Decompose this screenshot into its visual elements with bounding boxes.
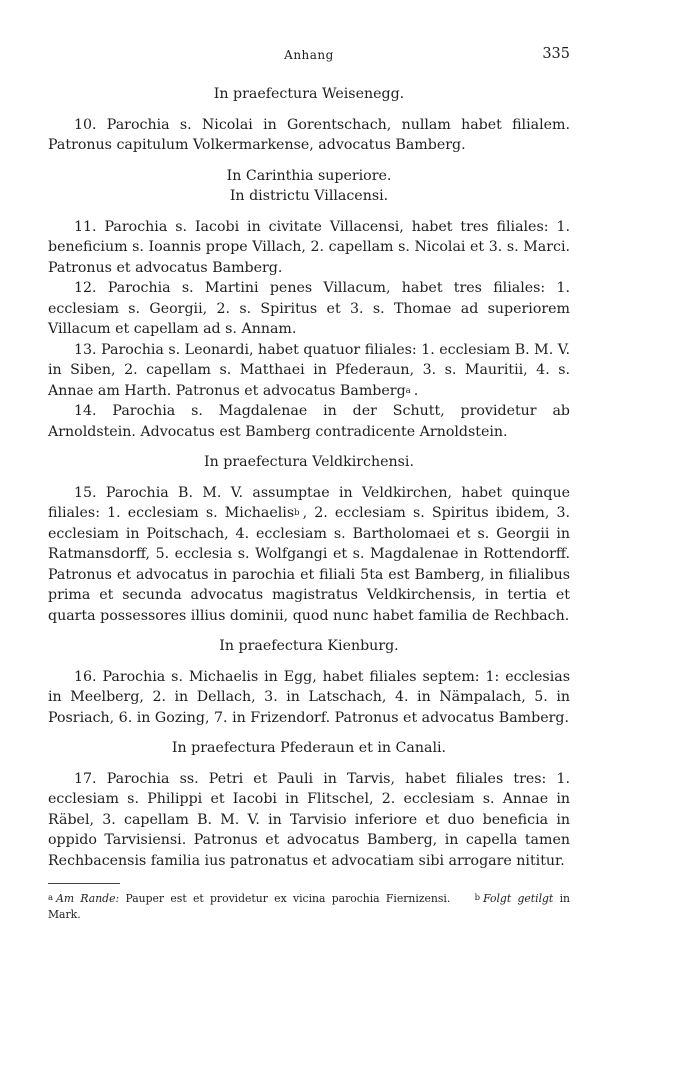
entry-13: 13. Parochia s. Leonardi, habet quatuor filiales: 1. ecclesiam B. M. V. in Siben, 2. capellam s. Matthaei in Pfederaun, 3. s. Mauritii, 4. s. Annae am Harth. Patronus et advocatus Bamberg$^a$ . — [48, 341, 570, 399]
heading-line: In Carinthia superiore. — [226, 167, 392, 184]
section-heading — [48, 166, 570, 207]
heading-line: In districtu Villacensi. — [229, 188, 389, 204]
section-heading — [48, 452, 570, 473]
entry-11: 11. Parochia s. Iacobi in civitate Villacensi, habet tres filiales: 1. beneficium s. Ioannis prope Villach, 2. capellam s. Nicolai et 3. s. Marci. Patronus et advocatus Bamberg. — [48, 218, 570, 276]
entry-17: 17. Parochia ss. Petri et Pauli in Tarvis, habet filiales tres: 1. ecclesiam s. Philippi et Iacobi in Flitschel, 2. ecclesiam s. Annae in Räbel, 3. capellam B. M. V. in Tarvisio inferiore et duo beneficia in oppido Tarvisiensi. Patronus et advocatus Bamberg, in capella tamen Rechbacensis familia ius patronatus et advocatiam sibi arrogare nititur. — [48, 770, 570, 869]
section-heading — [48, 84, 570, 105]
entry-13-text: 13. Parochia s. Leonardi, habet quatuor filiales: 1. ecclesiam B. M. V. in Siben, 2. capellam s. Matthaei in Pfederaun, 3. s. Mauritii, 4. s. Annae am Harth. Patronus et advocatus Bamberg — [48, 341, 570, 399]
heading-line: In praefectura Veldkirchensi. — [204, 454, 414, 470]
heading-line: In praefectura Weisenegg. — [213, 86, 405, 102]
main-text — [48, 84, 570, 871]
footnote-mark-b: b — [294, 508, 300, 518]
entry-16: 16. Parochia s. Michaelis in Egg, habet filiales septem: 1: ecclesias in Meelberg, 2. in Dellach, 3. in Latschach, 4. in Nämpalach, 5. in Posriach, 6. in Gozing, 7. in Frizendorf. Patronus et advocatus Bamberg. — [48, 668, 570, 726]
footnote-a-text: Pauper est et providetur ex vicina parochia Fiernizensi. — [125, 892, 451, 905]
entry-12: 12. Parochia s. Martini penes Villacum, habet tres filiales: 1. ecclesiam s. Georgii, 2. s. Spiritus et 3. s. Thomae ad superiorem Villacum et capellam ad s. Annam. — [48, 280, 570, 337]
footnote-rule — [48, 883, 120, 884]
heading-line: In praefectura Kienburg. — [219, 638, 399, 654]
footnote-a-label: Am Rande: — [56, 892, 120, 905]
footnote-b-text: in Mark. — [48, 892, 571, 921]
footnote-mark-a: a — [405, 385, 411, 396]
footnotes — [48, 890, 570, 923]
footnote-b-mark: b — [474, 893, 481, 903]
entry-15-text-2: , 2. ecclesiam s. Spiritus ibidem, 3. ecclesiam in Poitschach, 4. ecclesiam s. Bartholomaei et s. Georgii in Ratmansdorff, 5. ecclesia s. Wolfgangi et s. Magdalenae in Rottendorff. Patronus et advocatus in parochia et filiali 5ta est Bamberg, in filialibus prima et secunda advocatus magistratus Veldkirchensis, in tertia et quarta possessores illius dominii, quod nunc habet familia de Rechbach. — [48, 505, 571, 624]
entry-15 — [48, 483, 570, 627]
entry-14: 14. Parochia s. Magdalenae in der Schutt, providetur ab Arnoldstein. Advocatus est Bamberg contradicente Arnoldstein. — [48, 403, 570, 440]
section-heading — [48, 738, 570, 759]
entry-10: 10. Parochia s. Nicolai in Gorentschach, nullam habet filialem. Patronus capitulum Volkermarkense, advocatus Bamberg. — [48, 116, 570, 153]
page-number: 335 — [542, 46, 570, 62]
section-heading — [48, 636, 570, 657]
running-title: Anhang — [284, 48, 334, 62]
heading-line: In praefectura Pfederaun et in Canali. — [171, 740, 447, 756]
footnote-a-mark: a — [48, 893, 54, 903]
running-head — [48, 46, 570, 68]
footnote-b-label: Folgt getilgt — [483, 892, 554, 905]
entry-15-text-1: 15. Parochia B. M. V. assumptae in Veldkirchen, habet quinque filiales: 1. ecclesiam s. Michaelis — [48, 484, 570, 521]
